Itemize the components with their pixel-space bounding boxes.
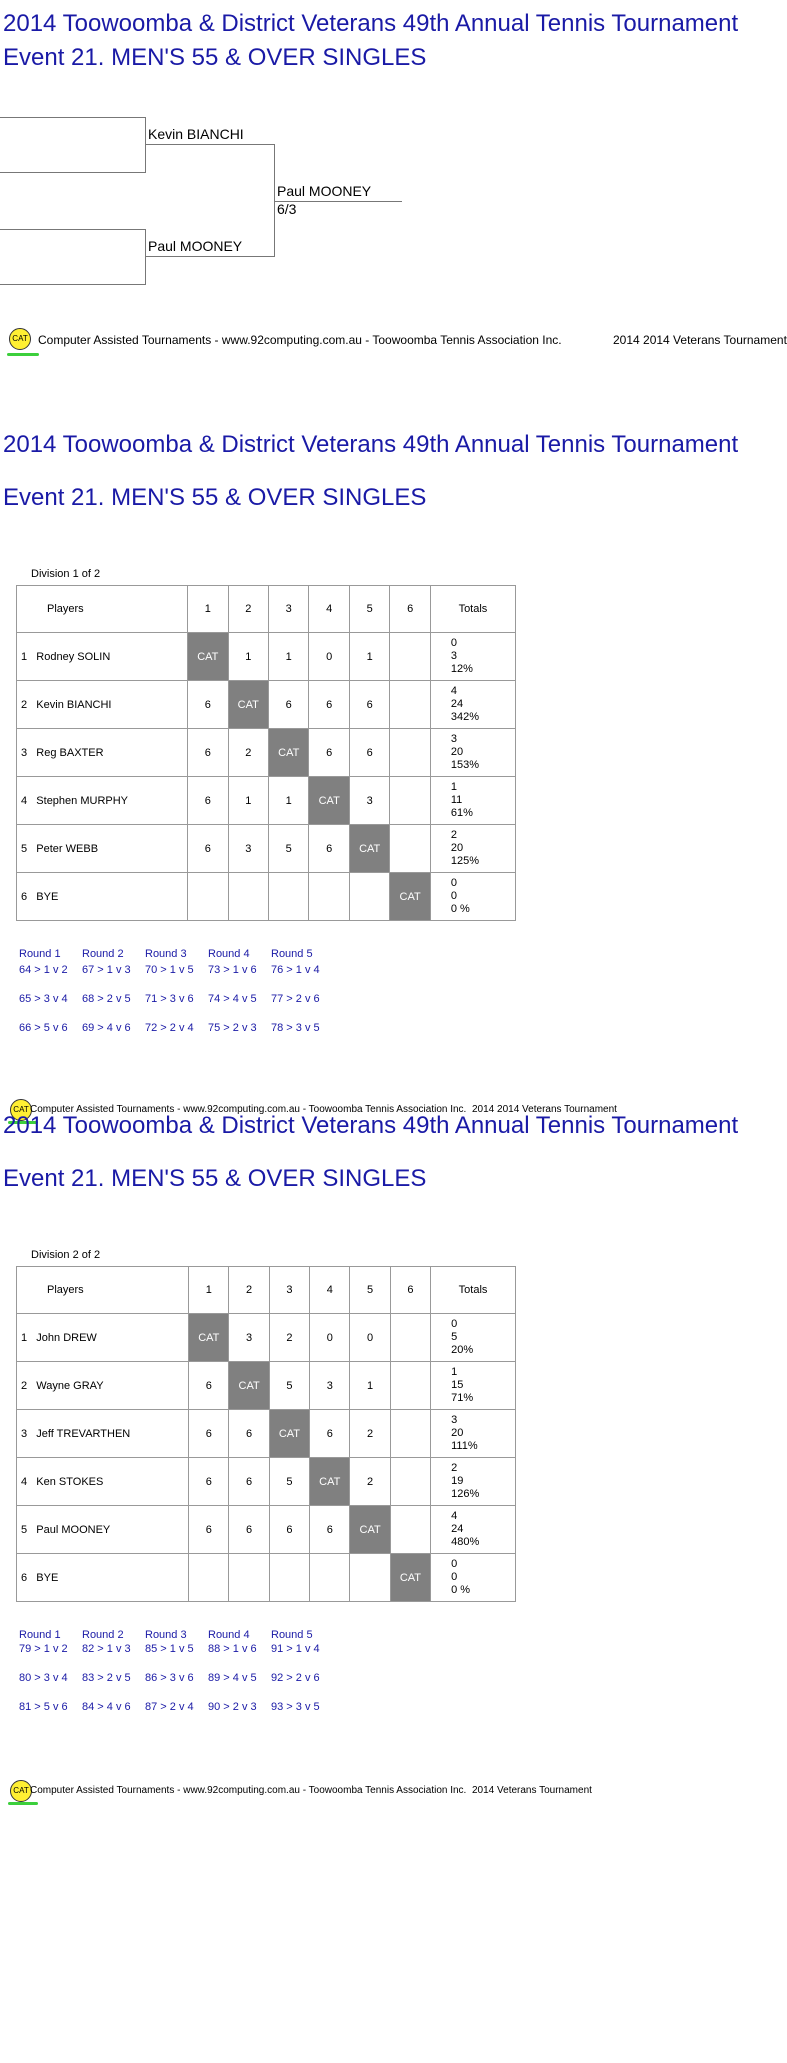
round-label: Round 4	[208, 1629, 250, 1641]
player-name: 5 Peter WEBB	[17, 825, 188, 873]
semifinal-player-1: Kevin BIANCHI	[148, 126, 244, 142]
footer-tournament: 2014 2014 Veterans Tournament	[472, 1104, 617, 1115]
round-label: Round 3	[145, 948, 187, 960]
round-label: Round 5	[271, 1629, 313, 1641]
player-name: 3 Reg BAXTER	[17, 729, 188, 777]
footer-text: Computer Assisted Tournaments - www.92computing.com.au - Toowoomba Tennis Association Inc.	[38, 333, 562, 347]
player-totals: 2 19 126%	[431, 1458, 516, 1506]
division-label: Division 2 of 2	[31, 1249, 101, 1261]
table-row: 3 Reg BAXTER 6 2 CAT 6 6 3 20 153%	[17, 729, 516, 777]
player-totals: 0 5 20%	[431, 1314, 516, 1362]
semifinal-player-2: Paul MOONEY	[148, 238, 243, 254]
players-header: Players	[17, 1267, 189, 1314]
player-totals: 1 15 71%	[431, 1362, 516, 1410]
table-row: 4 Stephen MURPHY 6 1 1 CAT 3 1 11 61%	[17, 777, 516, 825]
table-row: 5 Paul MOONEY 6 6 6 6 CAT 4 24 480%	[17, 1506, 516, 1554]
player-name: 1 John DREW	[17, 1314, 189, 1362]
table-row: 4 Ken STOKES 6 6 5 CAT 2 2 19 126%	[17, 1458, 516, 1506]
round-robin-table	[16, 585, 516, 921]
totals-header: Totals	[430, 586, 515, 633]
player-name: 3 Jeff TREVARTHEN	[17, 1410, 189, 1458]
footer-text: Computer Assisted Tournaments - www.92computing.com.au - Toowoomba Tennis Association Inc.	[30, 1785, 467, 1796]
final-score: 6/3	[277, 201, 297, 217]
player-totals: 4 24 480%	[431, 1506, 516, 1554]
table-row: 2 Kevin BIANCHI 6 CAT 6 6 6 4 24 342%	[17, 681, 516, 729]
footer-tournament: 2014 2014 Veterans Tournament	[613, 333, 787, 347]
page-title: 2014 Toowoomba & District Veterans 49th Annual Tennis Tournament	[3, 431, 739, 458]
player-name: 5 Paul MOONEY	[17, 1506, 189, 1554]
table-row: 6 BYE CAT 0 0 0 %	[17, 1554, 516, 1602]
footer-text: Computer Assisted Tournaments - www.92computing.com.au - Toowoomba Tennis Association Inc.	[30, 1104, 467, 1115]
player-name: 4 Ken STOKES	[17, 1458, 189, 1506]
cat-logo-icon: CAT	[9, 328, 31, 350]
player-totals: 0 0 0 %	[430, 873, 515, 921]
player-name: 2 Kevin BIANCHI	[17, 681, 188, 729]
player-name: 2 Wayne GRAY	[17, 1362, 189, 1410]
round-label: Round 1	[19, 948, 61, 960]
player-totals: 3 20 153%	[430, 729, 515, 777]
final-winner: Paul MOONEY	[277, 183, 372, 199]
player-name: 1 Rodney SOLIN	[17, 633, 188, 681]
table-row: 6 BYE CAT 0 0 0 %	[17, 873, 516, 921]
division-label: Division 1 of 2	[31, 568, 101, 580]
table-header: Players 1 2 3 4 5 6 Totals	[17, 586, 516, 633]
round-label: Round 2	[82, 1629, 124, 1641]
cat-logo-icon: CAT	[10, 1780, 32, 1802]
round-label: Round 5	[271, 948, 313, 960]
table-row: 2 Wayne GRAY 6 CAT 5 3 1 1 15 71%	[17, 1362, 516, 1410]
event-title: Event 21. MEN'S 55 & OVER SINGLES	[3, 1165, 427, 1192]
players-header: Players	[17, 586, 188, 633]
page-title: 2014 Toowoomba & District Veterans 49th Annual Tennis Tournament	[3, 1112, 739, 1139]
event-title: Event 21. MEN'S 55 & OVER SINGLES	[3, 44, 427, 71]
table-row: 1 John DREW CAT 3 2 0 0 0 5 20%	[17, 1314, 516, 1362]
event-title: Event 21. MEN'S 55 & OVER SINGLES	[3, 484, 427, 511]
footer-tournament: 2014 Veterans Tournament	[472, 1785, 592, 1796]
player-totals: 2 20 125%	[430, 825, 515, 873]
player-totals: 0 0 0 %	[431, 1554, 516, 1602]
table-row: 1 Rodney SOLIN CAT 1 1 0 1 0 3 12%	[17, 633, 516, 681]
round-label: Round 3	[145, 1629, 187, 1641]
player-totals: 3 20 111%	[431, 1410, 516, 1458]
player-name: 4 Stephen MURPHY	[17, 777, 188, 825]
player-name: 6 BYE	[17, 1554, 189, 1602]
table-row: 3 Jeff TREVARTHEN 6 6 CAT 6 2 3 20 111%	[17, 1410, 516, 1458]
round-label: Round 2	[82, 948, 124, 960]
player-totals: 4 24 342%	[430, 681, 515, 729]
totals-header: Totals	[431, 1267, 516, 1314]
cat-logo-icon: CAT	[10, 1099, 32, 1121]
table-header: Players 1 2 3 4 5 6 Totals	[17, 1267, 516, 1314]
table-row: 5 Peter WEBB 6 3 5 6 CAT 2 20 125%	[17, 825, 516, 873]
player-totals: 1 11 61%	[430, 777, 515, 825]
round-label: Round 1	[19, 1629, 61, 1641]
player-name: 6 BYE	[17, 873, 188, 921]
player-totals: 0 3 12%	[430, 633, 515, 681]
page-title: 2014 Toowoomba & District Veterans 49th Annual Tennis Tournament	[3, 10, 739, 37]
round-robin-table	[16, 1266, 516, 1602]
round-label: Round 4	[208, 948, 250, 960]
